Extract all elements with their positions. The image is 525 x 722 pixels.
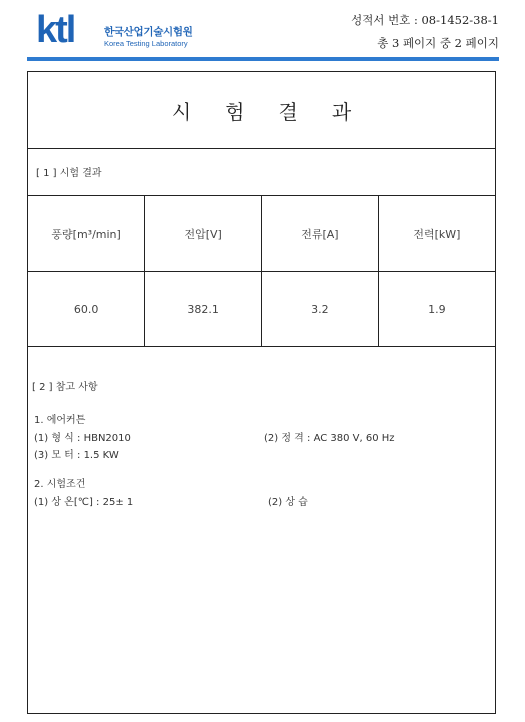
col-voltage: 전압[V] bbox=[145, 196, 262, 272]
logo-english-name: Korea Testing Laboratory bbox=[104, 39, 188, 48]
value-voltage: 382.1 bbox=[145, 272, 262, 347]
col-current: 전류[A] bbox=[262, 196, 379, 272]
report-number: 성적서 번호 : 08-1452-38-1 bbox=[351, 13, 499, 27]
logo-korean-name: 한국산업기술시험원 bbox=[104, 26, 193, 38]
item1-model: (1) 형 식 : HBN2010 bbox=[34, 433, 131, 444]
page-info: 총 3 페이지 중 2 페이지 bbox=[377, 36, 499, 50]
results-table bbox=[28, 196, 495, 347]
item1-rating: (2) 정 격 : AC 380 V, 60 Hz bbox=[264, 433, 395, 444]
value-current: 3.2 bbox=[262, 272, 379, 347]
value-power: 1.9 bbox=[378, 272, 495, 347]
item2-title: 2. 시험조건 bbox=[34, 479, 86, 490]
item1-title: 1. 에어커튼 bbox=[34, 415, 86, 426]
item2-temperature: (1) 상 온[℃] : 25± 1 bbox=[34, 497, 134, 508]
result-form bbox=[27, 71, 496, 714]
item1-motor: (3) 모 터 : 1.5 KW bbox=[34, 450, 119, 461]
title-box bbox=[28, 72, 495, 149]
section1-heading: [ 1 ] 시험 결과 bbox=[36, 168, 102, 179]
results-header-row bbox=[28, 196, 495, 272]
col-airflow: 풍량[m³/min] bbox=[28, 196, 145, 272]
section2-heading: [ 2 ] 참고 사항 bbox=[32, 382, 98, 393]
results-value-row bbox=[28, 272, 495, 347]
header-divider bbox=[27, 57, 499, 61]
item2-humidity: (2) 상 습 bbox=[268, 497, 308, 508]
col-power: 전력[kW] bbox=[378, 196, 495, 272]
value-airflow: 60.0 bbox=[28, 272, 145, 347]
logo-mark: ktl bbox=[36, 9, 75, 51]
page-title: 시험결과 bbox=[171, 99, 386, 124]
